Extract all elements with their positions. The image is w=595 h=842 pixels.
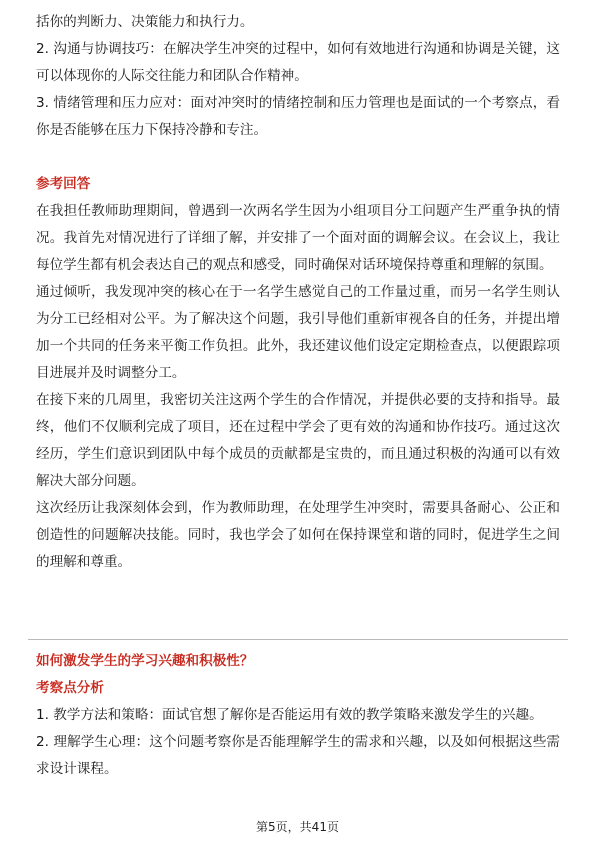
evaluation-points-continued [36, 9, 560, 144]
analysis-point-2: 2. 理解学生心理：这个问题考察你是否能理解学生的需求和兴趣，以及如何根据这些需求设计课程。 [36, 734, 560, 777]
answer-paragraph-2: 通过倾听，我发现冲突的核心在于一名学生感觉自己的工作量过重，而另一名学生则认为分工已经相对公平。为了解决这个问题，我引导他们重新审视各自的任务，并提出增加一个共同的任务来平衡工作负担。此外，我还建议他们设定定期检查点，以便跟踪项目进展并及时调整分工。 [36, 284, 560, 381]
next-question-section [36, 648, 560, 783]
section-divider [28, 639, 568, 640]
answer-paragraph-3: 在接下来的几周里，我密切关注这两个学生的合作情况，并提供必要的支持和指导。最终，他们不仅顺利完成了项目，还在过程中学会了更有效的沟通和协作技巧。通过这次经历，学生们意识到团队中每个成员的贡献都是宝贵的，而且通过积极的沟通可以有效解决大部分问题。 [36, 392, 560, 489]
question-title: 如何激发学生的学习兴趣和积极性？ [36, 653, 254, 669]
analysis-point-1: 1. 教学方法和策略：面试官想了解你是否能运用有效的教学策略来激发学生的兴趣。 [36, 707, 543, 723]
answer-paragraph-1: 在我担任教师助理期间，曾遇到一次两名学生因为小组项目分工问题产生严重争执的情况。我首先对情况进行了详细了解，并安排了一个面对面的调解会议。在会议上，我让每位学生都有机会表达自己的观点和感受，同时确保对话环境保持尊重和理解的氛围。 [36, 203, 560, 273]
page-number: 第5页，共41页 [256, 820, 339, 834]
reference-answer-section [36, 171, 560, 576]
continuation-text: 括你的判断力、决策能力和执行力。 [36, 14, 254, 30]
evaluation-point-3: 3. 情绪管理和压力应对：面对冲突时的情绪控制和压力管理也是面试的一个考察点，看你是否能够在压力下保持冷静和专注。 [36, 95, 560, 138]
answer-paragraph-4: 这次经历让我深刻体会到，作为教师助理，在处理学生冲突时，需要具备耐心、公正和创造性的问题解决技能。同时，我也学会了如何在保持课堂和谐的同时，促进学生之间的理解和尊重。 [36, 500, 560, 570]
analysis-heading: 考察点分析 [36, 680, 104, 696]
reference-answer-heading: 参考回答 [36, 176, 91, 192]
evaluation-point-2: 2. 沟通与协调技巧：在解决学生冲突的过程中，如何有效地进行沟通和协调是关键，这可以体现你的人际交往能力和团队合作精神。 [36, 41, 560, 84]
